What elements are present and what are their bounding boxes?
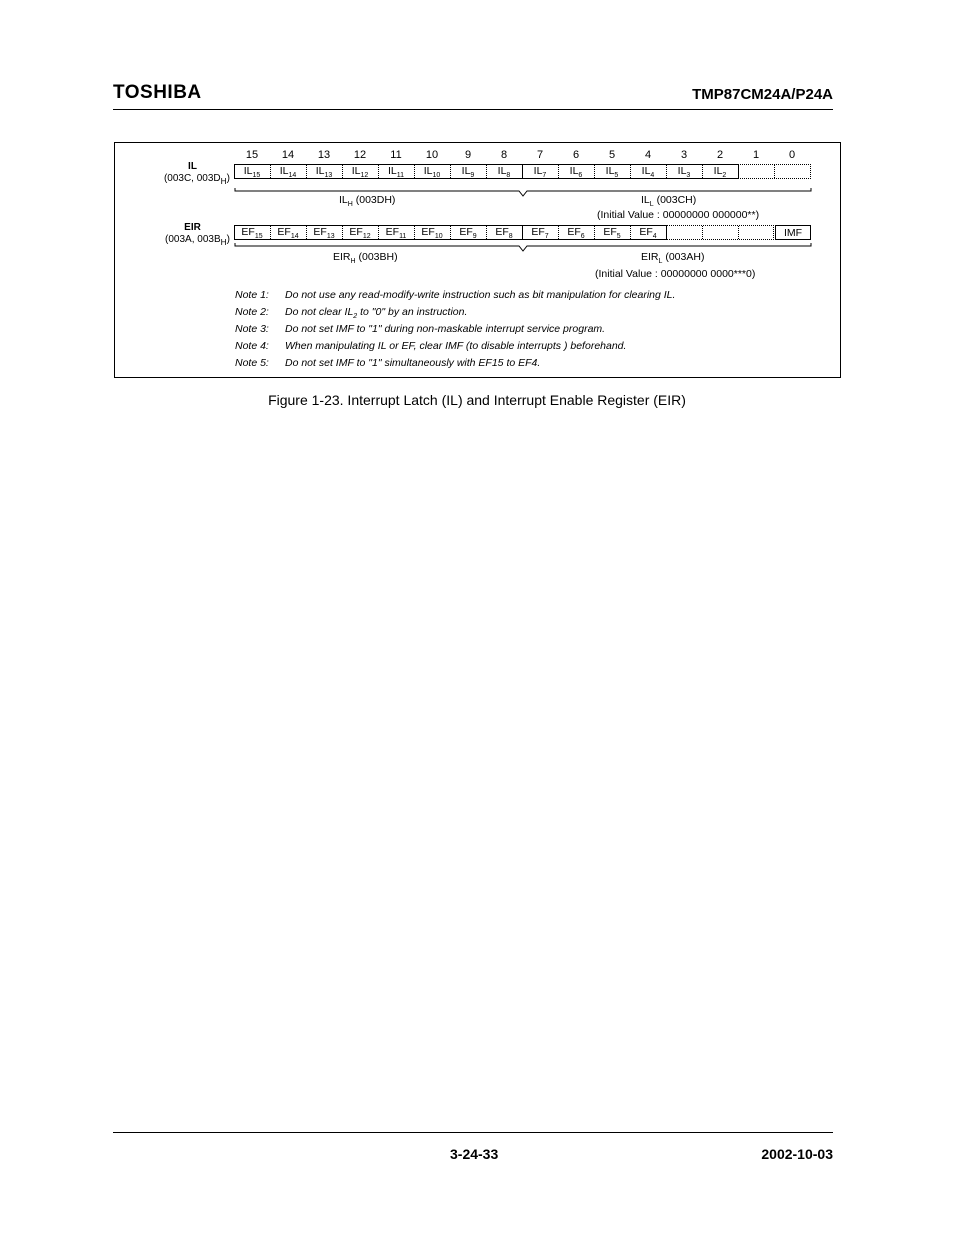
bit-number: 1: [752, 149, 760, 161]
bit-divider: [594, 226, 595, 239]
bit-number: 3: [680, 149, 688, 161]
brand-logo: TOSHIBA: [113, 82, 202, 103]
figure-caption: Figure 1-23. Interrupt Latch (IL) and Interrupt Enable Register (EIR): [268, 392, 686, 408]
bit-number: 15: [245, 149, 259, 161]
note-text: Do not set IMF to "1" simultaneously with EF15 to EF4.: [285, 357, 541, 369]
note-item: [235, 340, 626, 352]
eir-register-name: EIR (003A, $003B_H$): [165, 222, 230, 247]
bit-divider: [414, 226, 415, 239]
note-key: Note 4:: [235, 340, 269, 352]
eir-bit-cell: $EF_5$: [603, 226, 621, 241]
bit-number: 11: [390, 149, 402, 161]
il-bit-cell: $IL_{14}$: [279, 165, 297, 180]
note-key: Note 3:: [235, 323, 269, 335]
note-text: Do not clear $IL_2$ to "0" by an instruction.: [285, 306, 468, 321]
il-address: (003C, $003D_H$): [163, 173, 230, 186]
eir-bit-cell: $EF_7$: [531, 226, 549, 241]
bit-divider: [630, 226, 631, 239]
bit-divider: [414, 165, 415, 178]
bit-divider: [342, 226, 343, 239]
bit-number: 4: [644, 149, 652, 161]
il-low-label: $IL_L$ (003CH): [641, 194, 697, 209]
il-bit-cell: $IL_9$: [461, 165, 475, 180]
bit-number: 0: [788, 149, 796, 161]
bit-divider: [630, 165, 631, 178]
bit-number: 7: [536, 149, 544, 161]
bit-divider: [486, 165, 487, 178]
note-text: Do not set IMF to "1" during non-maskable interrupt service program.: [285, 323, 606, 335]
page-number: 3-24-33: [450, 1146, 499, 1162]
il-high-label: $IL_H$ (003DH): [339, 194, 396, 209]
bit-divider: [306, 165, 307, 178]
bit-number: 5: [608, 149, 616, 161]
eir-initial-value: (Initial Value : 00000000 0000***0): [595, 268, 756, 280]
note-text: Do not use any read-modify-write instruction such as bit manipulation for clearing IL.: [285, 289, 676, 301]
note-item: [235, 306, 467, 320]
bit-divider: [774, 165, 775, 178]
il-brace: [233, 187, 813, 197]
bit-number: 9: [464, 149, 472, 161]
eir-low-label: $EIR_L$ (003AH): [641, 251, 705, 266]
bit-divider: [702, 226, 703, 239]
bit-divider: [378, 165, 379, 178]
bit-number: 12: [353, 149, 367, 161]
il-bit-cell: $IL_6$: [569, 165, 583, 180]
eir-bit-cell: $EF_{11}$: [385, 226, 407, 241]
eir-bit-cell: $EF_6$: [567, 226, 585, 241]
eir-bit-cell: $EF_{12}$: [349, 226, 371, 241]
eir-reserved-bits: [666, 225, 774, 240]
eir-high-label: $EIR_H$ (003BH): [333, 251, 398, 266]
part-number: TMP87CM24A/P24A: [692, 86, 833, 103]
footer-rule: [113, 1132, 833, 1133]
il-bit-cell: $IL_{15}$: [243, 165, 261, 180]
eir-bit-cell: $EF_9$: [459, 226, 477, 241]
il-initial-value: (Initial Value : 00000000 000000**): [597, 209, 760, 221]
bit-divider: [558, 165, 559, 178]
il-bit-cell: $IL_7$: [533, 165, 547, 180]
il-bit-cell: $IL_{12}$: [351, 165, 369, 180]
il-bit-cell: $IL_{10}$: [423, 165, 441, 180]
bit-divider: [738, 226, 739, 239]
eir-bit-cell: $EF_{15}$: [241, 226, 263, 241]
eir-bit-cell: $EF_4$: [639, 226, 657, 241]
bit-divider: [702, 165, 703, 178]
il-bit-cell: $IL_3$: [677, 165, 691, 180]
il-bit-cell: $IL_5$: [605, 165, 619, 180]
il-bit-cell: $IL_{13}$: [315, 165, 333, 180]
note-item: [235, 289, 675, 301]
register-figure: [114, 142, 841, 378]
eir-address: (003A, $003B_H$): [165, 234, 230, 247]
bit-number: 14: [281, 149, 295, 161]
eir-bit-cell: $EF_8$: [495, 226, 513, 241]
note-item: [235, 323, 605, 335]
footer-date: 2002-10-03: [761, 1146, 833, 1162]
bit-number: 10: [425, 149, 439, 161]
bit-divider: [486, 226, 487, 239]
eir-bit-cell: $EF_{10}$: [421, 226, 443, 241]
bit-divider: [270, 226, 271, 239]
bit-divider: [306, 226, 307, 239]
note-item: [235, 357, 540, 369]
bit-number: 6: [572, 149, 580, 161]
il-register-name: IL (003C, $003D_H$): [163, 161, 230, 186]
eir-bit-cell: $EF_{14}$: [277, 226, 299, 241]
il-bit-cell: $IL_{11}$: [387, 165, 405, 180]
bit-divider: [450, 226, 451, 239]
header-rule: [113, 109, 833, 110]
bit-divider: [666, 165, 667, 178]
il-bit-cell: $IL_2$: [713, 165, 727, 180]
eir-bit-cell: $EF_{13}$: [313, 226, 335, 241]
bit-divider: [270, 165, 271, 178]
bit-divider: [378, 226, 379, 239]
bit-divider: [450, 165, 451, 178]
eir-brace: [233, 242, 813, 252]
il-bit-cell: $IL_4$: [641, 165, 655, 180]
bit-divider: [594, 165, 595, 178]
bit-divider: [558, 226, 559, 239]
bit-divider: [342, 165, 343, 178]
il-bit-cell: $IL_8$: [497, 165, 511, 180]
note-key: Note 1:: [235, 289, 269, 301]
note-text: When manipulating IL or EF, clear IMF (to disable interrupts ) beforehand.: [285, 340, 627, 352]
bit-number: 2: [716, 149, 724, 161]
bit-number: 13: [317, 149, 331, 161]
note-key: Note 5:: [235, 357, 269, 369]
bit-number: 8: [500, 149, 508, 161]
imf-bit-cell: IMF: [775, 225, 811, 240]
note-key: Note 2:: [235, 306, 269, 318]
